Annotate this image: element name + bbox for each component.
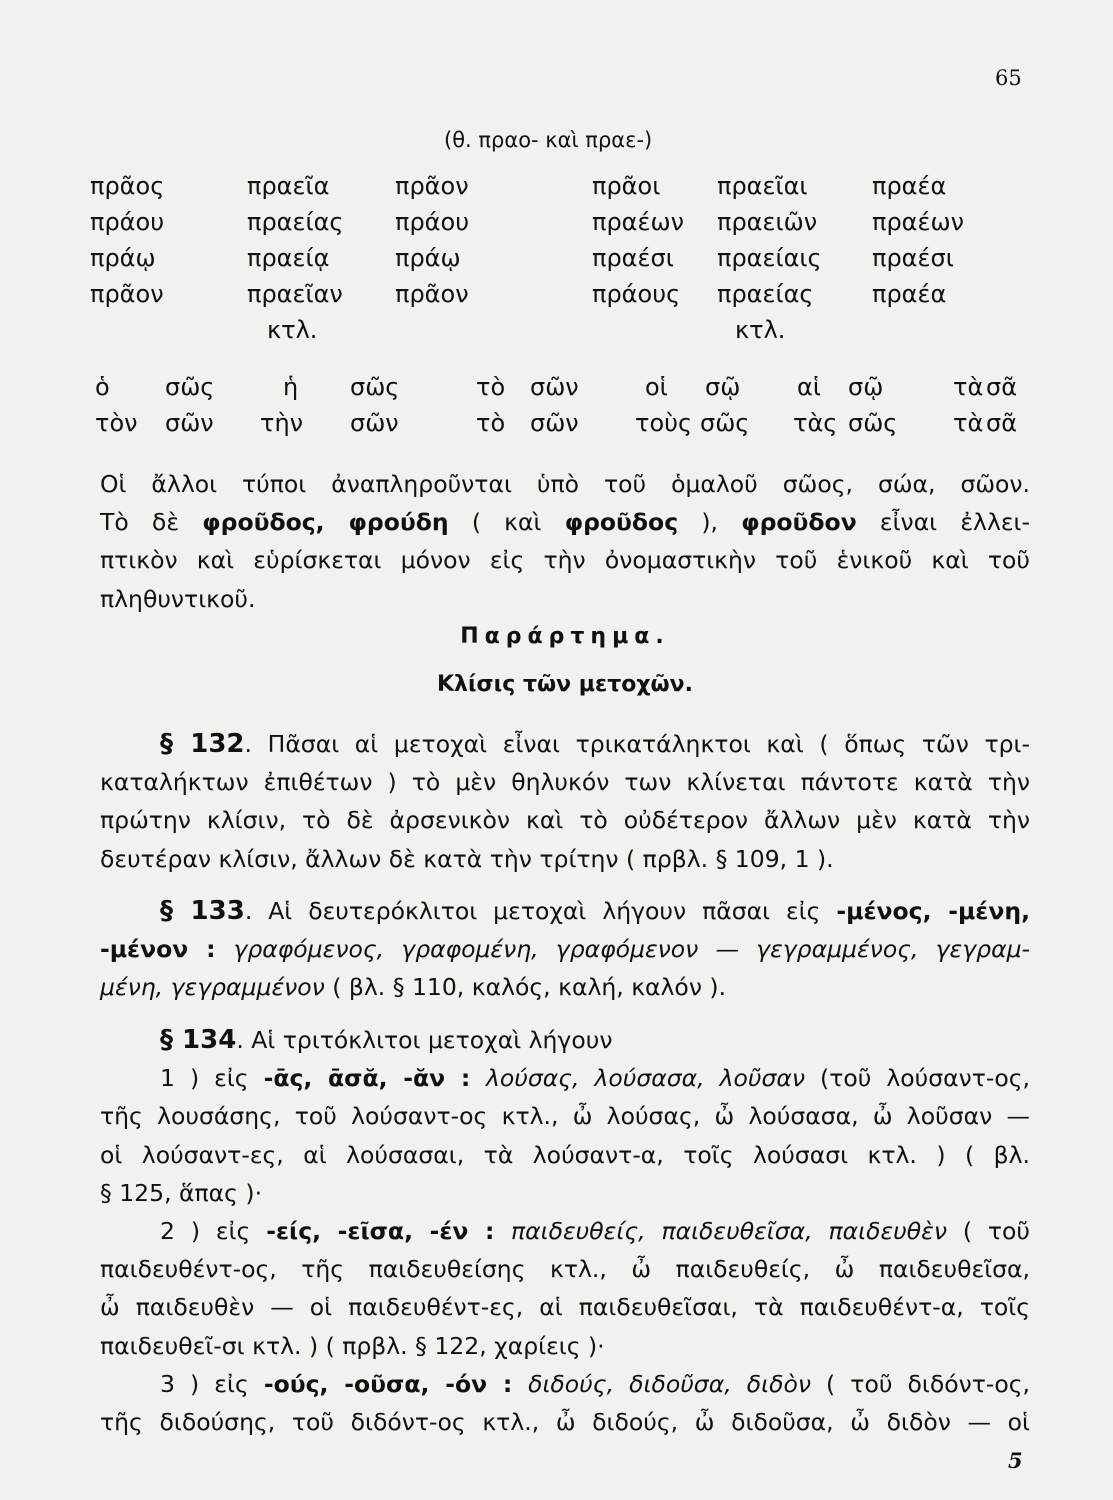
table-cell: τοὺς [635,409,693,437]
table-cell: πραεῖαι [717,172,808,200]
subtitle: (θ. πραο- καὶ πραε-) [444,128,653,152]
table-cell: τὰς [793,409,838,437]
section-133 [100,892,1030,1007]
text-line: πληθυντικοῦ. [100,584,256,613]
text-run: ( καὶ [448,508,565,537]
text-run: (τοῦ λούσαντ-ος, [805,1064,1030,1093]
text-line [100,1365,1030,1403]
table-cell: τὰ [953,409,984,437]
table-cell: τὸ [476,409,506,437]
table-cell: πραέων [872,208,964,236]
table-cell: σῶν [165,409,214,437]
table-cell: πραειῶν [717,208,818,236]
table-cell: πραέσι [592,244,674,272]
text-line: Οἱ ἄλλοι τύποι ἀναπληροῦνται ὑπὸ τοῦ ὁμαλοῦ σῶος, σώα, σῶον. [100,470,1030,498]
signature-mark: 5 [1008,1448,1023,1473]
table-cell: ὁ [95,373,110,401]
example-run: παιδευθείς, παιδευθεῖσα, παιδευθὲν [511,1216,947,1245]
table-cell: πρᾶον [395,280,469,308]
example-run: μένη, γεγραμμένον [100,973,325,1002]
section-number: § 134 [160,1025,237,1055]
text-line [100,1059,1030,1097]
table-cell: τὴν [260,409,304,437]
table-cell: τὰ [953,373,984,401]
table-cell: πραέα [872,172,947,200]
example-run: λούσας, λούσασα, λοῦσαν [485,1064,806,1093]
table-cell: σᾶ [986,373,1018,401]
keyword: -ᾱς, ᾱσᾰ, -ᾰν : [263,1064,486,1093]
table-cell: σῶν [530,409,579,437]
example-run: γραφόμενος, γραφομένη, γραφόμενον — γεγραμμένος, γεγραμ- [233,935,1030,964]
table-cell: πράῳ [395,244,461,272]
text-run: Τὸ δὲ [100,508,203,537]
table-cell: σᾶ [986,409,1018,437]
section-134 [100,1021,1030,1441]
table-cell: πράου [395,208,470,236]
table-cell: πραείαις [717,244,822,272]
table-cell: τὸ [476,373,506,401]
example-run: διδούς, διδοῦσα, διδὸν [528,1369,811,1398]
keyword: φροῦδος, φρούδη [202,508,449,537]
text-line [100,503,1030,541]
table-cell: σῷ [848,373,884,401]
frudos-paragraph [100,465,1030,618]
table-cell: πραέσι [872,244,954,272]
table-cell: αἱ [797,373,821,401]
text-line: τῆς λουσάσης, τοῦ λούσαντ-ος κτλ., ὦ λούσας, ὦ λούσασα, ὦ λοῦσαν — [100,1102,1030,1131]
text-run: . Αἱ τριτόκλιτοι μετοχαὶ λήγουν [236,1026,613,1054]
keyword: φροῦδος [564,508,679,537]
text-run: 1 ) εἰς [160,1064,264,1093]
text-line [100,892,1030,930]
table-cell: ἡ [283,373,299,401]
keyword: φροῦδον [741,508,857,537]
table-cell: σῶς [350,373,400,401]
appendix-title: Παράρτημα. [460,624,670,649]
keyword: -ούς, -οῦσα, -όν : [263,1369,529,1398]
text-line: δευτέραν κλίσιν, ἄλλων δὲ κατὰ τὴν τρίτην ( πρβλ. § 109, 1 ). [100,844,834,873]
text-run: . Πᾶσαι αἱ μετοχαὶ εἶναι τρικατάληκτοι καὶ ( ὅπως τῶν τρι- [244,730,1030,758]
keyword: -μένος, -μένη, [836,897,1030,925]
text-line: πρώτην κλίσιν, τὸ δὲ ἀρσενικὸν καὶ τὸ οὐδέτερον ἄλλων μὲν κατὰ τὴν [100,806,1030,835]
table-cell: σῶν [350,409,399,437]
table-cell: πρᾶον [395,172,469,200]
text-line [100,968,1030,1006]
table-cell: οἱ [645,373,668,401]
table-cell: σῷ [705,373,741,401]
section-number: § 133 [160,896,245,926]
text-line: πτικὸν καὶ εὑρίσκεται μόνον εἰς τὴν ὀνομαστικὴν τοῦ ἑνικοῦ καὶ τοῦ [100,546,1030,575]
table-cell: πραείᾳ [247,244,330,272]
etc-label: κτλ. [267,316,318,344]
text-run: ( βλ. § 110, καλός, καλή, καλόν ). [324,973,727,1002]
text-line: καταλήκτων ἐπιθέτων ) τὸ μὲν θηλυκόν των κλίνεται πάντοτε κατὰ τὴν [100,768,1030,797]
text-line: παιδευθέντ-ος, τῆς παιδευθείσης κτλ., ὦ παιδευθείς, ὦ παιδευθεῖσα, [100,1255,1030,1284]
text-line [100,725,1030,763]
text-line [100,930,1030,968]
table-cell: πρᾶοι [592,172,661,200]
text-line: τῆς διδούσης, τοῦ διδόντ-ος κτλ., ὦ διδούς, ὦ διδοῦσα, ὦ διδὸν — οἱ [100,1407,1030,1436]
text-line: οἱ λούσαντ-ες, αἱ λούσασαι, τὰ λούσαντ-α, τοῖς λούσασι κτλ. ) ( βλ. [100,1140,1030,1169]
text-line [100,1021,1030,1059]
table-cell: σῶς [165,373,215,401]
section-132 [100,725,1030,878]
text-run: ( τοῦ διδόντ-ος, [810,1369,1030,1398]
etc-label: κτλ. [735,316,786,344]
table-cell: σῶν [530,373,579,401]
text-line [100,1212,1030,1250]
text-line: παιδευθεῖ-σι κτλ. ) ( πρβλ. § 122, χαρίεις )· [100,1331,605,1360]
text-run: . Αἱ δευτερόκλιτοι μετοχαὶ λήγουν πᾶσαι εἰς [244,897,837,925]
table-cell: πραέων [592,208,684,236]
text-run: ), [678,508,742,537]
section-number: § 132 [160,729,245,759]
table-cell: πράῳ [90,244,156,272]
table-cell: πραεῖαν [247,280,343,308]
table-cell: σῶς [848,409,898,437]
text-run: 3 ) εἰς [160,1369,264,1398]
keyword: -μένον : [100,935,234,964]
page-number: 65 [995,66,1022,90]
keyword: -είς, -εῖσα, -έν : [266,1216,512,1245]
table-cell: πραείας [717,280,814,308]
text-run: ( τοῦ [946,1216,1031,1245]
table-cell: πρᾶος [90,172,165,200]
text-line: ὦ παιδευθὲν — οἱ παιδευθέντ-ες, αἱ παιδευθεῖσαι, τὰ παιδευθέντ-α, τοῖς [100,1293,1030,1322]
text-line: § 125, ἅπας )· [100,1178,263,1207]
table-cell: πράου [90,208,165,236]
appendix-subtitle: Κλίσις τῶν μετοχῶν. [437,672,693,697]
table-cell: τὸν [95,409,138,437]
table-cell: πραεῖα [247,172,330,200]
text-run: 2 ) εἰς [160,1216,267,1245]
table-cell: πραείας [247,208,344,236]
table-cell: πράους [592,280,681,308]
text-run: εἶναι ἐλλει- [856,508,1030,537]
table-cell: πρᾶον [90,280,164,308]
table-cell: σῶς [700,409,750,437]
table-cell: πραέα [872,280,947,308]
